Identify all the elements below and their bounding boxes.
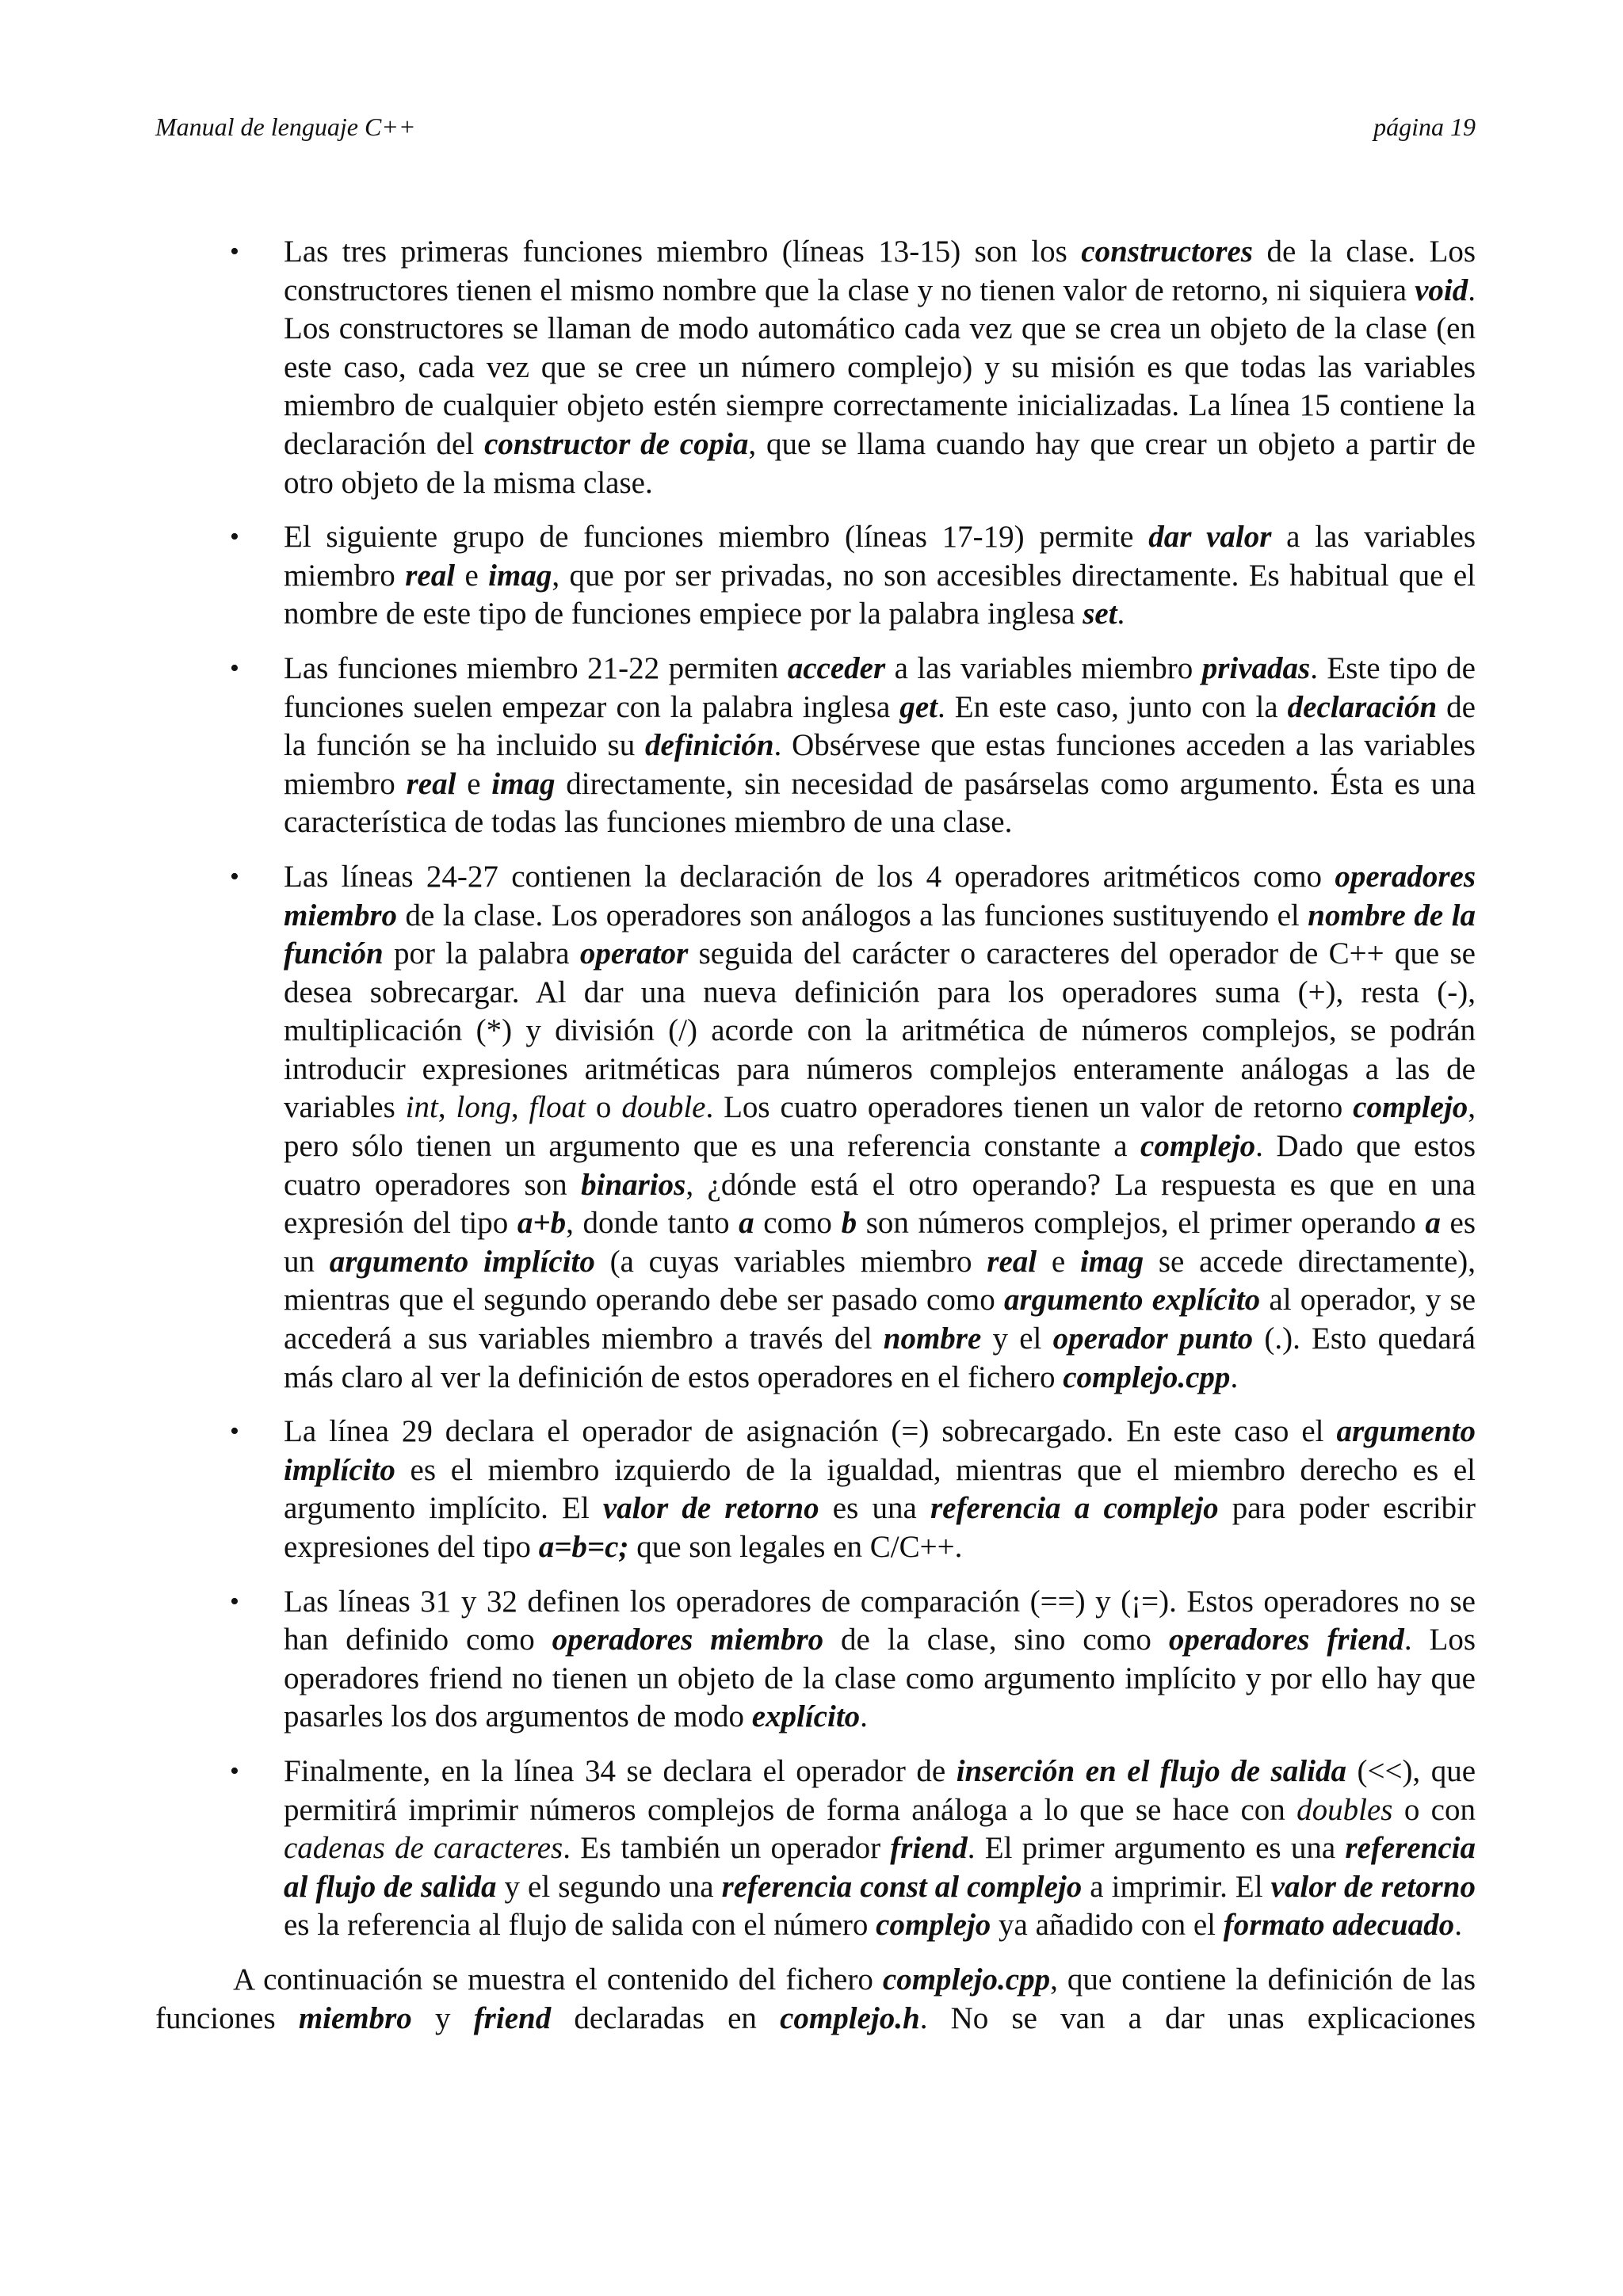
- emphasis-text: real: [406, 766, 456, 801]
- text-run: de la clase. Los operadores son análogos a las funciones sustituyendo el: [397, 898, 1308, 933]
- bullet-text: [284, 1414, 1476, 1564]
- text-run: y el segundo una: [496, 1869, 722, 1904]
- text-run: . No se van a dar unas explicaciones: [919, 2000, 1476, 2035]
- bullet-icon: •: [230, 522, 239, 552]
- emphasis-text: b: [841, 1206, 857, 1241]
- text-run: a las variables miembro: [284, 520, 1476, 593]
- text-run: son números complejos, el primer operando: [857, 1206, 1426, 1241]
- text-run: declaradas en: [551, 2000, 781, 2035]
- emphasis-text: referencia const al complejo: [721, 1869, 1083, 1904]
- document-title: Manual de lenguaje C++: [155, 113, 416, 141]
- text-run: (a cuyas variables miembro: [594, 1244, 987, 1279]
- emphasis-text: complejo.cpp: [882, 1962, 1051, 1997]
- text-run: , donde tanto: [566, 1206, 739, 1241]
- emphasis-text: argumento implícito: [329, 1244, 595, 1279]
- list-item: [155, 1583, 1476, 1737]
- list-item: [155, 233, 1476, 502]
- text-run: . Los cuatro operadores tienen un valor de retorno: [705, 1090, 1354, 1125]
- emphasis-text: friend: [890, 1831, 968, 1866]
- emphasis-text: acceder: [787, 650, 886, 685]
- text-run: . Es también un operador: [563, 1831, 891, 1866]
- text-run: de la función se ha incluido su: [284, 689, 1476, 763]
- text-run: es un: [284, 1206, 1476, 1279]
- emphasis-text: argumento implícito: [284, 1414, 1476, 1487]
- text-run: es el miembro izquierdo de la igualdad, mientras que el miembro derecho es el argumento implícito. El: [284, 1452, 1476, 1526]
- text-run: . Los operadores friend no tienen un objeto de la clase como argumento implícito y por ello hay que pasarles los dos argumentos de modo: [284, 1623, 1476, 1734]
- emphasis-text: imag: [1079, 1244, 1144, 1279]
- text-run: a las variables miembro: [885, 650, 1202, 685]
- bullet-icon: •: [230, 1586, 239, 1616]
- list-item: [155, 518, 1476, 634]
- text-run: de la clase. Los constructores tienen el mismo nombre que la clase y no tienen valor de retorno, ni siquiera: [284, 235, 1476, 307]
- text-run: . Este tipo de funciones suelen empezar con la palabra inglesa: [284, 650, 1476, 724]
- text-run: .: [860, 1699, 868, 1734]
- bullet-text: [284, 651, 1476, 839]
- emphasis-text: a+b: [517, 1206, 567, 1241]
- emphasis-text: miembro: [298, 2000, 412, 2035]
- closing-paragraph: [155, 1961, 1476, 2038]
- text-run: .: [1117, 597, 1125, 631]
- list-item: [155, 1753, 1476, 1945]
- bullet-icon: •: [230, 861, 239, 891]
- text-run: . Los constructores se llaman de modo automático cada vez que se crea un objeto de la clase (en este caso, cada vez que se cree un número complejo) y su misión es que todas las variables miembro de cualquier objeto estén siempre correctamente inicializadas. La línea 15 contiene la declaración del: [284, 273, 1476, 461]
- bullet-icon: •: [230, 1417, 239, 1447]
- text-run: es la referencia al flujo de salida con el número: [284, 1908, 876, 1943]
- emphasis-text: operador punto: [1052, 1322, 1254, 1356]
- emphasis-text: a: [739, 1206, 754, 1241]
- emphasis-text: doubles: [1296, 1792, 1393, 1827]
- emphasis-text: explícito: [751, 1699, 861, 1734]
- bullet-text: [284, 235, 1476, 500]
- emphasis-text: int: [405, 1090, 438, 1125]
- text-run: .: [1230, 1360, 1239, 1394]
- text-run: ,: [510, 1090, 529, 1125]
- bullet-list: [155, 233, 1476, 1945]
- list-item: [155, 650, 1476, 842]
- text-run: o con: [1392, 1792, 1476, 1827]
- text-run: e: [1037, 1244, 1080, 1279]
- text-run: y: [411, 2000, 474, 2035]
- emphasis-text: formato adecuado: [1223, 1908, 1455, 1943]
- emphasis-text: friend: [473, 2000, 552, 2035]
- emphasis-text: get: [899, 689, 938, 724]
- emphasis-text: declaración: [1287, 689, 1438, 724]
- emphasis-text: binarios: [581, 1167, 686, 1202]
- text-run: . Obsérvese que estas funciones acceden a las variables miembro: [284, 728, 1476, 801]
- emphasis-text: double: [621, 1090, 706, 1125]
- text-run: , que se llama cuando hay que crear un objeto a partir de otro objeto de la misma clase.: [284, 426, 1476, 500]
- text-run: ya añadido con el: [991, 1908, 1224, 1943]
- text-run: que son legales en C/C++.: [628, 1530, 963, 1564]
- text-run: e: [455, 558, 489, 593]
- text-run: Finalmente, en la línea 34 se declara el operador de: [284, 1753, 957, 1788]
- emphasis-text: operadores friend: [1168, 1623, 1404, 1657]
- emphasis-text: complejo: [1140, 1129, 1256, 1164]
- text-run: es una: [819, 1491, 930, 1526]
- closing-text: [155, 1962, 1476, 2035]
- text-run: Las tres primeras funciones miembro (líneas 13-15) son los: [284, 235, 1082, 269]
- text-run: , ¿dónde está el otro operando? La respuesta es que en una expresión del tipo: [284, 1167, 1476, 1241]
- emphasis-text: privadas: [1201, 650, 1311, 685]
- text-run: de la clase, sino como: [823, 1623, 1169, 1657]
- bullet-text: [284, 1585, 1476, 1734]
- text-run: . El primer argumento es una: [967, 1831, 1346, 1866]
- text-run: para poder escribir expresiones del tipo: [284, 1491, 1476, 1564]
- emphasis-text: operator: [579, 936, 689, 971]
- page-body: [155, 233, 1476, 2038]
- text-run: al operador, y se accederá a sus variables miembro a través del: [284, 1283, 1476, 1356]
- emphasis-text: cadenas de caracteres: [284, 1831, 563, 1866]
- emphasis-text: real: [405, 558, 456, 593]
- emphasis-text: argumento explícito: [1003, 1283, 1261, 1318]
- emphasis-text: nombre de la función: [284, 898, 1476, 971]
- text-run: directamente, sin necesidad de pasárselas como argumento. Ésta es una característica de todas las funciones miembro de una clase.: [284, 766, 1476, 840]
- text-run: ,: [437, 1090, 456, 1125]
- text-run: o: [586, 1090, 622, 1125]
- text-run: seguida del carácter o caracteres del operador de C++ que se desea sobrecargar. Al dar una nueva definición para los operadores suma (+), resta (-), multiplicación (*) y división (/) acorde con la aritmética de números complejos, se podrán introducir expresiones aritméticas para números complejos enteramente análogas a las de variables: [284, 936, 1476, 1125]
- text-run: se accede directamente), mientras que el segundo operando debe ser pasado como: [284, 1244, 1476, 1318]
- text-run: Las líneas 31 y 32 definen los operadores de comparación (==) y (¡=). Estos operadores no se han definido como: [284, 1584, 1476, 1657]
- bullet-icon: •: [230, 653, 239, 683]
- emphasis-text: operadores miembro: [284, 859, 1476, 933]
- text-run: Las líneas 24-27 contienen la declaración de los 4 operadores aritméticos como: [284, 859, 1335, 894]
- page-number: página 19: [1373, 113, 1476, 141]
- emphasis-text: operadores miembro: [552, 1623, 824, 1657]
- emphasis-text: constructores: [1081, 235, 1253, 269]
- emphasis-text: nombre: [883, 1322, 982, 1356]
- emphasis-text: dar valor: [1148, 520, 1272, 555]
- emphasis-text: complejo: [876, 1908, 991, 1943]
- emphasis-text: complejo.cpp: [1063, 1360, 1231, 1394]
- emphasis-text: real: [987, 1244, 1037, 1279]
- emphasis-text: referencia al flujo de salida: [284, 1831, 1476, 1904]
- emphasis-text: a=b=c;: [538, 1530, 629, 1564]
- emphasis-text: float: [529, 1090, 586, 1125]
- emphasis-text: imag: [491, 766, 556, 801]
- emphasis-text: valor de retorno: [602, 1491, 819, 1526]
- emphasis-text: complejo.h: [780, 2000, 920, 2035]
- bullet-icon: •: [230, 237, 239, 266]
- text-run: . Dado que estos cuatro operadores son: [284, 1129, 1476, 1202]
- emphasis-text: a: [1425, 1206, 1441, 1241]
- text-run: El siguiente grupo de funciones miembro (líneas 17-19) permite: [284, 520, 1149, 555]
- text-run: A continuación se muestra el contenido del fichero: [233, 1962, 883, 1997]
- bullet-text: [284, 860, 1476, 1394]
- text-run: (.). Esto quedará más claro al ver la definición de estos operadores en el fichero: [284, 1322, 1476, 1394]
- emphasis-text: imag: [488, 558, 552, 593]
- emphasis-text: definición: [645, 728, 774, 763]
- emphasis-text: valor de retorno: [1270, 1869, 1476, 1904]
- text-run: .: [1454, 1908, 1462, 1943]
- text-run: . En este caso, junto con la: [937, 689, 1288, 724]
- list-item: [155, 1413, 1476, 1566]
- bullet-icon: •: [230, 1756, 239, 1786]
- text-run: por la palabra: [383, 936, 580, 971]
- emphasis-text: complejo: [1353, 1090, 1468, 1125]
- bullet-text: [284, 520, 1476, 631]
- emphasis-text: set: [1083, 597, 1117, 631]
- text-run: y el: [981, 1322, 1053, 1356]
- text-run: , que por ser privadas, no son accesibles directamente. Es habitual que el nombre de este tipo de funciones empiece por la palabra inglesa: [284, 558, 1476, 631]
- page-header: [155, 111, 1476, 143]
- text-run: , que contiene la definición de las funciones: [155, 1962, 1476, 2035]
- text-run: e: [456, 766, 492, 801]
- list-item: [155, 858, 1476, 1397]
- text-run: a imprimir. El: [1082, 1869, 1271, 1904]
- text-run: (<<), que permitirá imprimir números complejos de forma análoga a lo que se hace con: [284, 1753, 1476, 1827]
- emphasis-text: constructor de copia: [484, 426, 749, 461]
- emphasis-text: long: [456, 1090, 511, 1125]
- emphasis-text: referencia a complejo: [930, 1491, 1219, 1526]
- text-run: , pero sólo tienen un argumento que es una referencia constante a: [284, 1090, 1476, 1164]
- bullet-text: [284, 1754, 1476, 1942]
- text-run: La línea 29 declara el operador de asignación (=) sobrecargado. En este caso el: [284, 1414, 1337, 1449]
- text-run: como: [754, 1206, 842, 1241]
- emphasis-text: inserción en el flujo de salida: [956, 1753, 1346, 1788]
- text-run: Las funciones miembro 21-22 permiten: [284, 650, 788, 685]
- emphasis-text: void: [1415, 273, 1468, 307]
